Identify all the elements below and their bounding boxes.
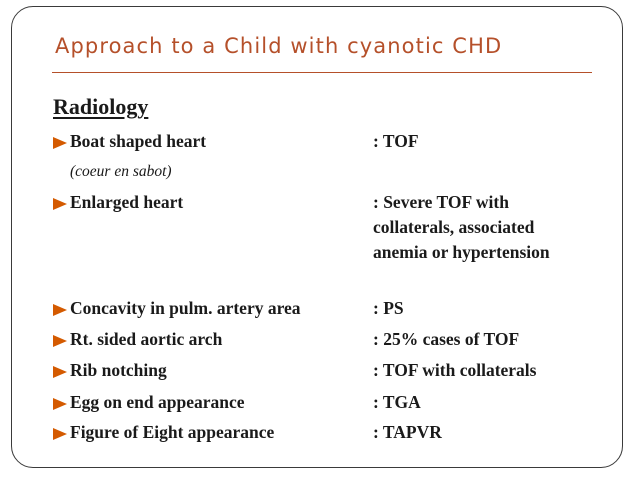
item-value: : PS bbox=[373, 298, 404, 318]
section-heading: Radiology bbox=[53, 94, 149, 119]
list-item bbox=[0, 422, 638, 446]
list-item bbox=[0, 360, 638, 384]
triangle-bullet-icon bbox=[53, 137, 67, 149]
item-value: : TOF bbox=[373, 131, 419, 151]
list-item bbox=[0, 392, 638, 416]
triangle-bullet-icon bbox=[53, 198, 67, 210]
item-value: : TAPVR bbox=[373, 422, 442, 442]
slide-title: Approach to a Child with cyanotic CHD bbox=[55, 34, 503, 58]
item-value: : 25% cases of TOF bbox=[373, 329, 520, 349]
item-label: Rib notching bbox=[70, 360, 167, 380]
item-note: (coeur en sabot) bbox=[70, 163, 172, 180]
item-label: Enlarged heart bbox=[70, 192, 184, 212]
item-label: Boat shaped heart bbox=[70, 131, 207, 151]
list-item bbox=[0, 192, 638, 216]
list-item bbox=[0, 131, 638, 155]
item-value-continuation: anemia or hypertension bbox=[373, 242, 550, 262]
item-value: : TOF with collaterals bbox=[373, 360, 537, 380]
triangle-bullet-icon bbox=[53, 335, 67, 347]
item-label: Concavity in pulm. artery area bbox=[70, 298, 301, 318]
triangle-bullet-icon bbox=[53, 428, 67, 440]
item-label: Rt. sided aortic arch bbox=[70, 329, 223, 349]
item-value: : TGA bbox=[373, 392, 421, 412]
list-item bbox=[0, 329, 638, 353]
triangle-bullet-icon bbox=[53, 304, 67, 316]
item-label: Egg on end appearance bbox=[70, 392, 245, 412]
item-value: : Severe TOF with bbox=[373, 192, 509, 212]
triangle-bullet-icon bbox=[53, 398, 67, 410]
triangle-bullet-icon bbox=[53, 366, 67, 378]
title-divider bbox=[52, 72, 592, 73]
item-value-continuation: collaterals, associated bbox=[373, 217, 535, 237]
list-item bbox=[0, 298, 638, 322]
item-label: Figure of Eight appearance bbox=[70, 422, 275, 442]
